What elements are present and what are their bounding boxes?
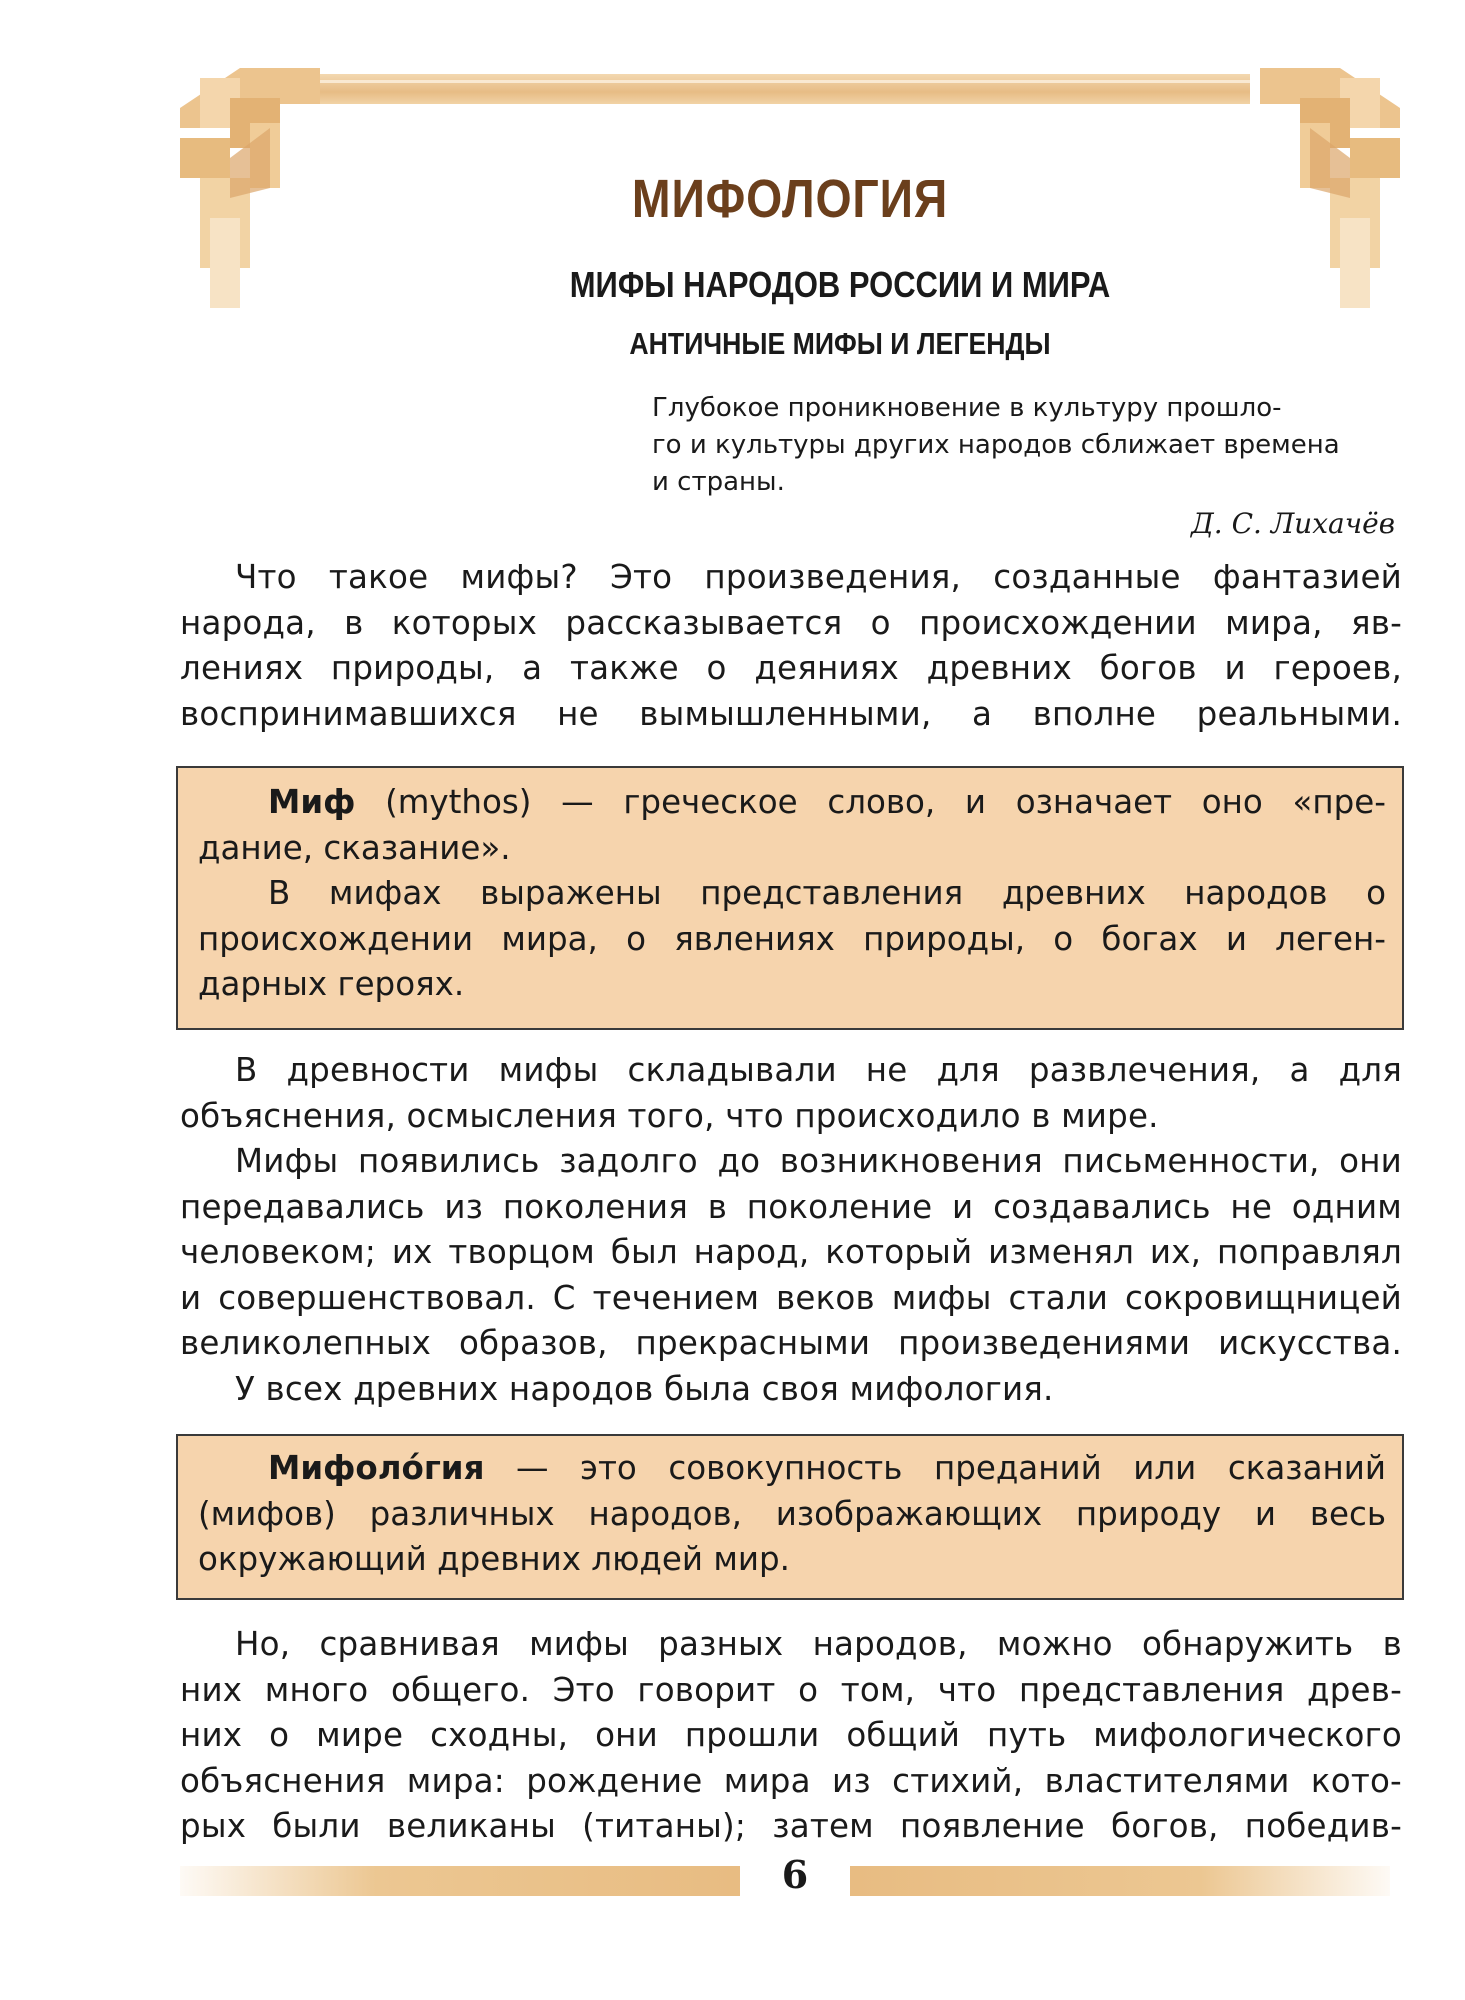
text-line: них много общего. Это говорит о том, что представления древ- — [180, 1670, 1402, 1709]
text-line: Но, сравнивая мифы разных народов, можно обнаружить в — [235, 1625, 1402, 1663]
corner-ornament-right-icon — [1250, 68, 1410, 308]
decorative-frame-bottom-right — [850, 1866, 1390, 1896]
text-line: У всех древних народов была своя мифология. — [235, 1369, 1054, 1408]
page-number: 6 — [781, 1852, 809, 1897]
text-line: объяснения мира: рождение мира из стихий, властителями кото- — [180, 1761, 1402, 1800]
epigraph-line: Глубокое проникновение в культуру прошло- — [652, 393, 1282, 423]
epigraph-line: и страны. — [652, 467, 785, 497]
definition-text: — это совокупность преданий или сказаний — [484, 1449, 1386, 1487]
definition-line: происхождении мира, о явлениях природы, о богах и леген- — [198, 919, 1386, 958]
closing-paragraph — [180, 1622, 1402, 1850]
epigraph-author: Д. С. Лихачёв — [1191, 507, 1395, 540]
main-paragraphs — [180, 1048, 1402, 1412]
epigraph — [652, 390, 1404, 501]
decorative-frame-bottom-left — [180, 1866, 740, 1896]
corner-ornament-left-icon — [170, 68, 330, 308]
definition-term: Мифоло́гия — [268, 1449, 485, 1487]
text-line: В древности мифы складывали не для развлечения, а для — [235, 1051, 1402, 1089]
decorative-frame-top — [320, 74, 1250, 104]
text-line: рых были великаны (титаны); затем появление богов, победив- — [180, 1807, 1402, 1845]
definition-line: В мифах выражены представления древних народов о — [268, 874, 1386, 912]
text-line: народа, в которых рассказывается о происхождении мира, яв- — [180, 603, 1402, 642]
definition-line: дание, сказание». — [198, 828, 511, 867]
definition-line: (мифов) различных народов, изображающих природу и весь — [198, 1494, 1386, 1533]
definition-line — [198, 780, 1386, 826]
page-title: МИФОЛОГИЯ — [631, 169, 949, 229]
definition-text: (mythos) — греческое слово, и означает оно «пре- — [355, 783, 1386, 821]
text-line: передавались из поколения в поколение и создавались не одним — [180, 1187, 1402, 1226]
text-line: человеком; их творцом был народ, который изменял их, поправлял — [180, 1233, 1402, 1271]
text-line: воспринимавшихся не вымышленными, а вполне реальными. — [180, 694, 1402, 733]
epigraph-line: го и культуры других народов сближает времена — [652, 430, 1340, 460]
definition-box-mythology — [176, 1434, 1404, 1600]
text-line: них о мире сходны, они прошли общий путь мифологического — [180, 1716, 1402, 1754]
definition-term: Миф — [268, 783, 356, 821]
definition-line: окружающий древних людей мир. — [198, 1540, 790, 1578]
text-line: великолепных образов, прекрасными произведениями искусства. — [180, 1324, 1402, 1362]
section-subtitle-secondary: АНТИЧНЫЕ МИФЫ И ЛЕГЕНДЫ — [629, 326, 1051, 361]
section-subtitle: МИФЫ НАРОДОВ РОССИИ И МИРА — [569, 264, 1111, 305]
intro-paragraph — [180, 555, 1402, 737]
definition-line — [198, 1446, 1386, 1492]
text-line: лениях природы, а также о деяниях древних богов и героев, — [180, 649, 1402, 687]
definition-box-myth — [176, 766, 1404, 1030]
text-line: и совершенствовал. С течением веков мифы стали сокровищницей — [180, 1278, 1402, 1317]
text-line: Что такое мифы? Это произведения, созданные фантазией — [235, 558, 1402, 596]
text-line: Мифы появились задолго до возникновения письменности, они — [235, 1142, 1402, 1180]
text-line: объяснения, осмысления того, что происходило в мире. — [180, 1096, 1159, 1135]
definition-line: дарных героях. — [198, 965, 465, 1003]
